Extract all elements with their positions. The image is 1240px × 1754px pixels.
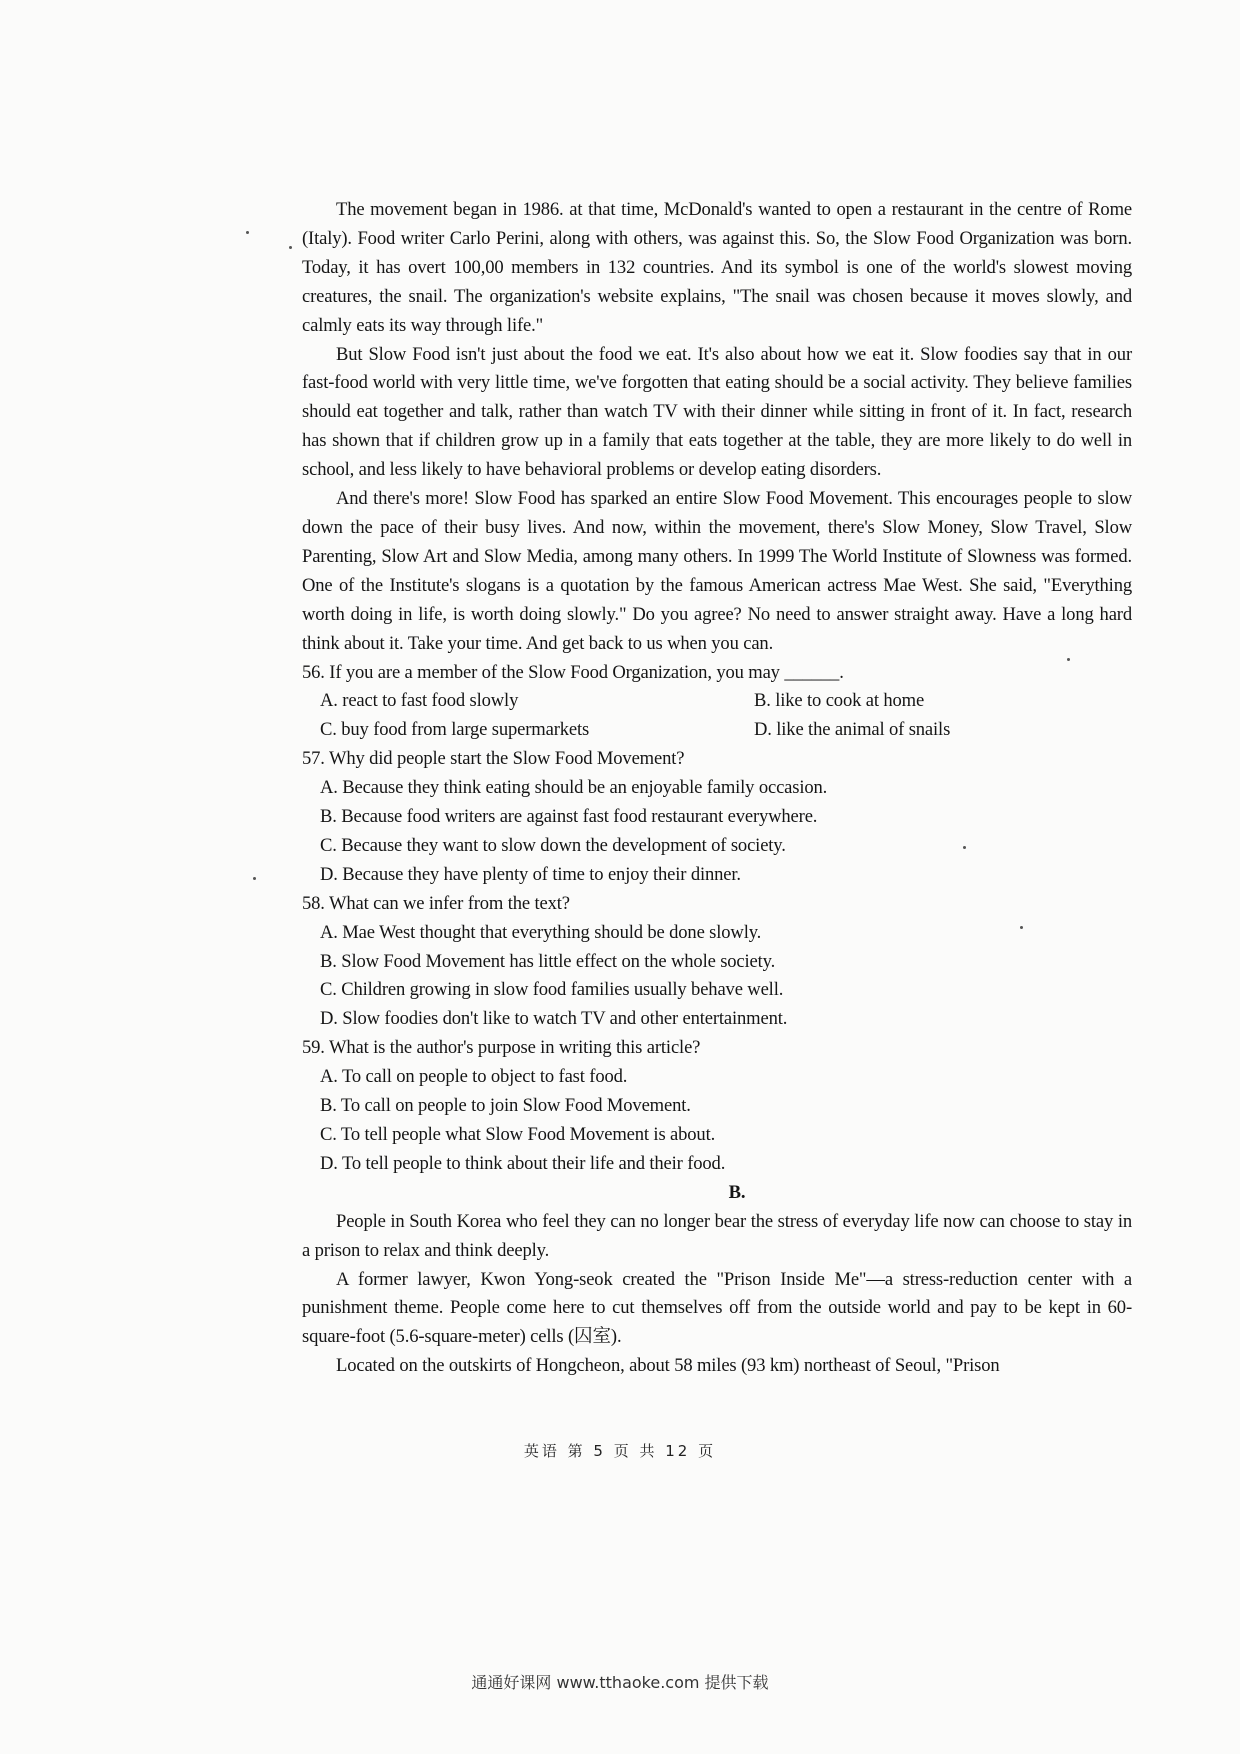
option-c: C. Because they want to slow down the development of society.	[320, 834, 786, 856]
page-footer: 英语 第 5 页 共 12 页	[523, 1442, 717, 1460]
scan-speck	[253, 877, 256, 880]
passage-paragraph: A former lawyer, Kwon Yong-seok created the "Prison Inside Me"—a stress-reduction center with a punishment theme. People come here to cut themselves off from the outside world and pay to be kept in 60-square-foot (5.6-square-meter) cells (囚室).	[302, 1268, 1132, 1348]
download-watermark: 通通好课网 www.tthaoke.com 提供下载	[471, 1673, 769, 1692]
option-row	[320, 716, 1132, 745]
question-59	[302, 1034, 1132, 1179]
scan-speck	[1020, 926, 1023, 929]
passage-paragraph: But Slow Food isn't just about the food we eat. It's also about how we eat it. Slow foodies say that in our fast-food world with very little time, we've forgotten that eating should be a social activity. They believe families should eat together and talk, rather than watch TV with their dinner while sitting in front of it. In fact, research has shown that if children grow up in a family that eats together at the table, they are more likely to do well in school, and less likely to have behavioral problems or develop eating disorders.	[302, 343, 1132, 481]
scan-speck	[246, 231, 249, 234]
question-stem: 58. What can we infer from the text?	[302, 892, 570, 914]
question-57	[302, 745, 1132, 890]
question-58	[302, 890, 1132, 1035]
passage-paragraph: People in South Korea who feel they can no longer bear the stress of everyday life now can choose to stay in a prison to relax and think deeply.	[302, 1210, 1132, 1261]
page-content	[302, 196, 1132, 1381]
option-a: A. To call on people to object to fast food.	[320, 1066, 628, 1088]
question-stem: 59. What is the author's purpose in writing this article?	[302, 1037, 701, 1059]
question-stem: 56. If you are a member of the Slow Food Organization, you may ______.	[302, 661, 844, 683]
option-a: A. react to fast food slowly	[320, 690, 519, 712]
option-c: C. buy food from large supermarkets	[320, 719, 590, 741]
option-b: B. To call on people to join Slow Food Movement.	[320, 1095, 691, 1117]
scan-speck	[289, 246, 292, 249]
question-stem: 57. Why did people start the Slow Food Movement?	[302, 748, 685, 770]
option-a: A. Because they think eating should be an enjoyable family occasion.	[320, 777, 828, 799]
option-d: D. Slow foodies don't like to watch TV and other entertainment.	[320, 1008, 788, 1030]
passage-paragraph: The movement began in 1986. at that time, McDonald's wanted to open a restaurant in the centre of Rome (Italy). Food writer Carlo Perini, along with others, was against this. So, the Slow Food Organization was born. Today, it has overt 100,00 members in 132 countries. And its symbol is one of the world's slowest moving creatures, the snail. The organization's website explains, "The snail was chosen because it moves slowly, and calmly eats its way through life."	[302, 199, 1132, 336]
option-d: D. like the animal of snails	[754, 719, 951, 741]
scan-speck	[1067, 658, 1070, 661]
option-c: C. To tell people what Slow Food Movement is about.	[320, 1124, 716, 1145]
option-b: B. Because food writers are against fast food restaurant everywhere.	[320, 806, 818, 828]
option-row	[320, 687, 1132, 716]
scan-speck	[963, 846, 966, 849]
option-c: C. Children growing in slow food families usually behave well.	[320, 979, 784, 1001]
passage-paragraph: Located on the outskirts of Hongcheon, about 58 miles (93 km) northeast of Seoul, "Prison	[336, 1355, 1000, 1377]
option-d: D. Because they have plenty of time to enjoy their dinner.	[320, 863, 741, 885]
passage-paragraph: And there's more! Slow Food has sparked an entire Slow Food Movement. This encourages people to slow down the pace of their busy lives. And now, within the movement, there's Slow Money, Slow Travel, Slow Parenting, Slow Art and Slow Media, among many others. In 1999 The World Institute of Slowness was formed. One of the Institute's slogans is a quotation by the famous American actress Mae West. She said, "Everything worth doing in life, is worth doing slowly." Do you agree? No need to answer straight away. Have a long hard think about it. Take your time. And get back to us when you can.	[302, 488, 1132, 654]
option-d: D. To tell people to think about their life and their food.	[320, 1152, 726, 1174]
option-b: B. Slow Food Movement has little effect on the whole society.	[320, 950, 776, 972]
option-a: A. Mae West thought that everything should be done slowly.	[320, 921, 762, 943]
section-b-heading: B.	[728, 1181, 746, 1203]
option-b: B. like to cook at home	[754, 690, 925, 712]
question-56	[302, 659, 1132, 746]
